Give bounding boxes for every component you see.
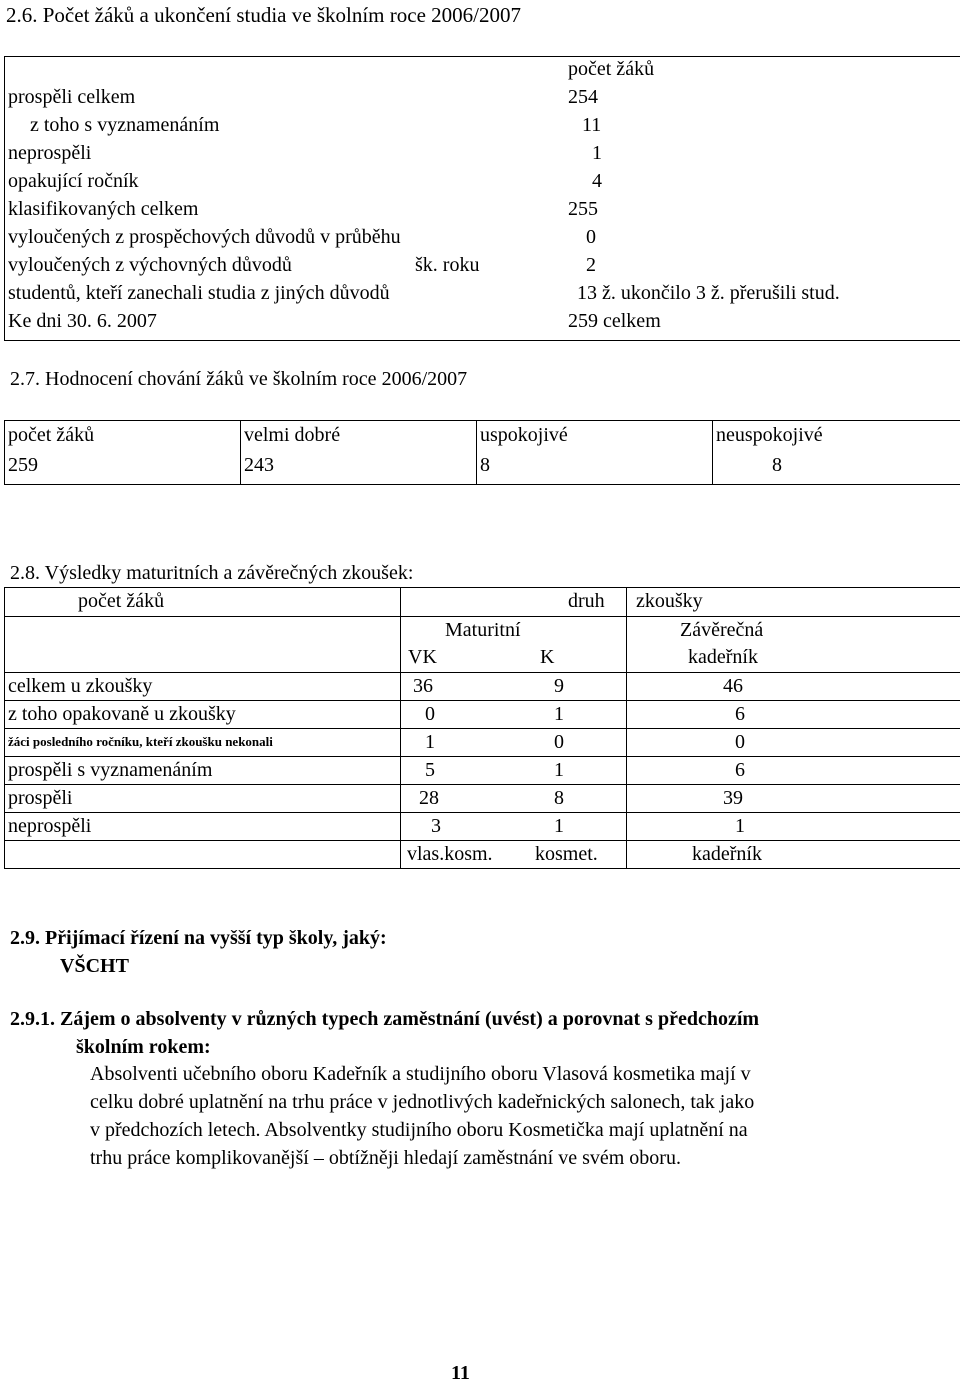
behavior-header: počet žáků bbox=[8, 424, 95, 446]
row-label: opakující ročník bbox=[8, 170, 139, 192]
exam-row-z: 1 bbox=[735, 815, 745, 837]
exam-row-k: 1 bbox=[554, 815, 564, 837]
kadernik-header: kadeřník bbox=[688, 646, 758, 668]
behavior-value: 259 bbox=[8, 454, 38, 476]
page-number: 11 bbox=[451, 1362, 470, 1384]
row-value: 0 bbox=[586, 226, 596, 248]
exam-row-vk: 28 bbox=[419, 787, 439, 809]
exam-row-vk: 0 bbox=[425, 703, 435, 725]
paragraph-line: celku dobré uplatnění na trhu práce v jednotlivých kadeřnických salonech, tak jako bbox=[90, 1091, 755, 1113]
vk-header: VK bbox=[408, 646, 437, 668]
footer-z: kadeřník bbox=[692, 843, 762, 865]
exam-row-vk: 36 bbox=[413, 675, 433, 697]
row-value: 2 bbox=[586, 254, 596, 276]
exam-row-z: 0 bbox=[735, 731, 745, 753]
exam-row-vk: 3 bbox=[431, 815, 441, 837]
k-header: K bbox=[540, 646, 555, 668]
row-value: 254 bbox=[568, 86, 598, 108]
row-value: 4 bbox=[592, 170, 602, 192]
exam-row-k: 1 bbox=[554, 703, 564, 725]
exam-row-vk: 5 bbox=[425, 759, 435, 781]
behavior-value: 243 bbox=[244, 454, 274, 476]
section-2-7-heading: 2.7. Hodnocení chování žáků ve školním roce 2006/2007 bbox=[10, 368, 468, 390]
row-label-suffix: šk. roku bbox=[415, 254, 480, 276]
exam-row-k: 9 bbox=[554, 675, 564, 697]
row-label: vyloučených z výchovných důvodů bbox=[8, 254, 292, 276]
exam-row-vk: 1 bbox=[425, 731, 435, 753]
row-value: 11 bbox=[582, 114, 602, 136]
behavior-header: uspokojivé bbox=[480, 424, 568, 446]
exam-row-label: prospěli s vyznamenáním bbox=[8, 759, 213, 781]
exam-row-z: 6 bbox=[735, 703, 745, 725]
exam-row-z: 6 bbox=[735, 759, 745, 781]
exam-row-k: 0 bbox=[554, 731, 564, 753]
behavior-value: 8 bbox=[480, 454, 490, 476]
section-2-8-heading: 2.8. Výsledky maturitních a závěrečných zkoušek: bbox=[10, 562, 414, 584]
row-label: neprospěli bbox=[8, 142, 92, 164]
exam-row-label: celkem u zkoušky bbox=[8, 675, 153, 697]
row-label: vyloučených z prospěchových důvodů v průběhu bbox=[8, 226, 401, 248]
exam-count-header: počet žáků bbox=[78, 590, 165, 612]
exam-type-header-2: zkoušky bbox=[636, 590, 703, 612]
row-label: studentů, kteří zanechali studia z jiných důvodů bbox=[8, 282, 390, 304]
exam-row-z: 46 bbox=[723, 675, 743, 697]
paragraph-line: Absolventi učebního oboru Kadeřník a studijního oboru Vlasová kosmetika mají v bbox=[90, 1063, 751, 1085]
section-2-9-heading: 2.9. Přijímací řízení na vyšší typ školy, jaký: bbox=[10, 927, 387, 949]
exam-row-label: žáci posledního ročníku, kteří zkoušku nekonali bbox=[8, 734, 273, 749]
row-value: 259 celkem bbox=[568, 310, 661, 332]
behavior-value: 8 bbox=[772, 454, 782, 476]
section-2-9-answer: VŠCHT bbox=[60, 955, 129, 977]
row-value: 13 ž. ukončilo 3 ž. přerušili stud. bbox=[577, 282, 840, 304]
count-column-header: počet žáků bbox=[568, 58, 655, 80]
section-2-6-heading: 2.6. Počet žáků a ukončení studia ve školním roce 2006/2007 bbox=[6, 3, 521, 27]
paragraph-line: trhu práce komplikovanější – obtížněji hledají zaměstnání ve svém oboru. bbox=[90, 1147, 681, 1169]
row-label: prospěli celkem bbox=[8, 86, 136, 108]
footer-vk: vlas.kosm. bbox=[407, 843, 493, 865]
exam-row-label: prospěli bbox=[8, 787, 73, 809]
behavior-header: velmi dobré bbox=[244, 424, 341, 446]
section-2-9-1-heading-cont: školním rokem: bbox=[76, 1036, 211, 1058]
row-value: 1 bbox=[592, 142, 602, 164]
row-value: 255 bbox=[568, 198, 598, 220]
row-label: klasifikovaných celkem bbox=[8, 198, 199, 220]
paragraph-line: v předchozích letech. Absolventky studijního oboru Kosmetička mají uplatnění na bbox=[90, 1119, 748, 1141]
exam-type-header: druh bbox=[568, 590, 605, 612]
footer-k: kosmet. bbox=[535, 843, 598, 865]
exam-row-label: neprospěli bbox=[8, 815, 92, 837]
row-label: z toho s vyznamenáním bbox=[30, 114, 220, 136]
exam-row-k: 8 bbox=[554, 787, 564, 809]
maturitni-header: Maturitní bbox=[445, 619, 521, 641]
zaverecna-header: Závěrečná bbox=[680, 619, 764, 641]
exam-row-label: z toho opakovaně u zkoušky bbox=[8, 703, 236, 725]
exam-row-z: 39 bbox=[723, 787, 743, 809]
exam-row-k: 1 bbox=[554, 759, 564, 781]
row-label: Ke dni 30. 6. 2007 bbox=[8, 310, 157, 332]
section-2-9-1-heading: 2.9.1. Zájem o absolventy v různých typech zaměstnání (uvést) a porovnat s předchozím bbox=[10, 1008, 760, 1030]
behavior-header: neuspokojivé bbox=[716, 424, 823, 446]
